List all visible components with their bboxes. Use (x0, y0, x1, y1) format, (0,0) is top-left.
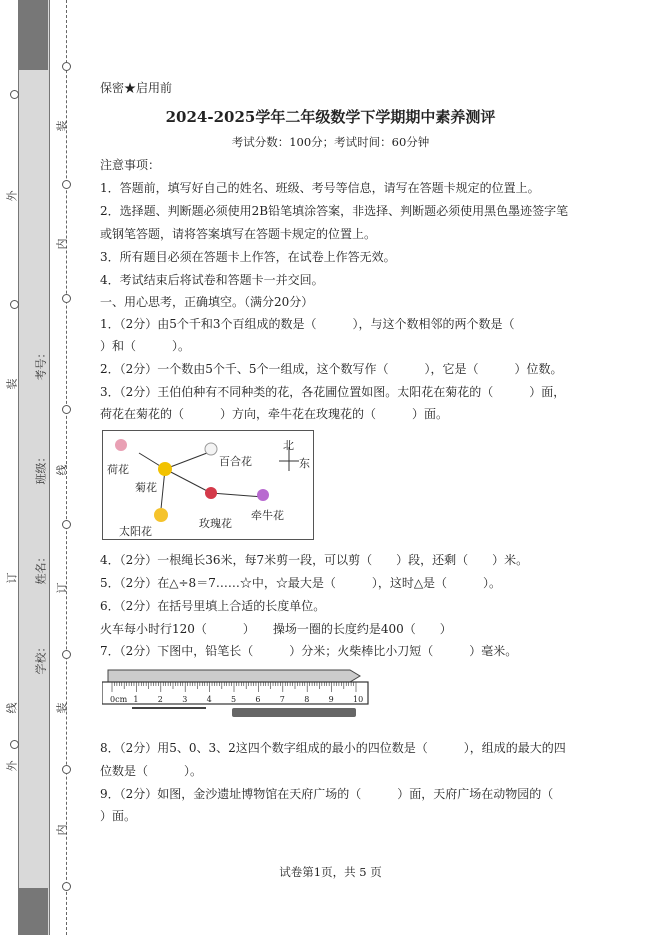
mark-ding: 订 (55, 582, 69, 594)
flower-bed-diagram (102, 430, 314, 540)
ruler-tick-label: 6 (255, 695, 261, 704)
lily-icon (205, 443, 217, 455)
mark-nei: 内 (55, 238, 69, 250)
chrysanthemum-icon (158, 462, 172, 476)
binding-hole (62, 650, 71, 659)
morning-glory-icon (257, 489, 269, 501)
outer-mark-zhuang: 装 (5, 378, 19, 390)
question-8-cont: 位数是（ ）。 (100, 764, 203, 778)
label-lotus: 荷花 (107, 463, 129, 476)
binding-hole (10, 90, 19, 99)
class-label: 班级： (34, 451, 48, 485)
note-item: 4．考试结束后将试卷和答题卡一并交回。 (100, 273, 324, 287)
ruler-tick-label: 10 (353, 695, 364, 704)
binding-hole (62, 882, 71, 891)
school-label: 学校： (34, 641, 48, 675)
question-5: 5．（2分）在△÷8＝7……☆中，☆最大是（ ），这时△是（ ）。 (100, 576, 502, 590)
section-heading: 一、用心思考，正确填空。（满分20分） (100, 295, 314, 309)
binding-hole (10, 740, 19, 749)
ruler-tick-label: 0cm (110, 695, 128, 704)
notes-heading: 注意事项： (100, 158, 161, 172)
binding-hole (62, 294, 71, 303)
compass-north: 北 (283, 439, 294, 452)
ruler-drawing (102, 668, 370, 718)
label-lily: 百合花 (219, 455, 252, 468)
ruler-figure (102, 668, 370, 718)
mark-zhuang: 装 (55, 120, 69, 132)
question-3: 3．（2分）王伯伯种有不同种类的花，各花圃位置如图。太阳花在菊花的（ ）面， (100, 385, 566, 399)
mark-zhuang-2: 装 (55, 702, 69, 714)
rose-icon (205, 487, 217, 499)
ruler-tick-label: 9 (328, 695, 334, 704)
label-sunflower: 太阳花 (119, 525, 152, 538)
question-6: 6．（2分）在括号里填上合适的长度单位。 (100, 599, 326, 613)
question-3-cont: 荷花在菊花的（ ）方向，牵牛花在玫瑰花的（ ）面。 (100, 407, 449, 421)
binding-dark-bottom (18, 888, 48, 935)
label-morning-glory: 牵牛花 (251, 509, 284, 522)
mark-nei-2: 内 (55, 824, 69, 836)
question-2: 2．（2分）一个数由5个千、5个一组成，这个数写作（ ），它是（ ）位数。 (100, 362, 563, 376)
note-item: 1．答题前，填写好自己的姓名、班级、考号等信息，请写在答题卡规定的位置上。 (100, 181, 540, 195)
name-label: 姓名： (34, 551, 48, 585)
label-rose: 玫瑰花 (199, 517, 232, 530)
question-9-cont: ）面。 (100, 809, 137, 823)
binding-hole (62, 405, 71, 414)
compass-east: 东 (299, 457, 310, 470)
pencil-icon (108, 670, 360, 682)
exam-info: 考试分数：100分；考试时间：60分钟 (231, 135, 430, 149)
outer-mark-xian: 线 (5, 702, 19, 714)
question-8: 8．（2分）用5、0、3、2这四个数字组成的最小的四位数是（ ），组成的最大的四 (100, 741, 566, 755)
question-7: 7．（2分）下图中，铅笔长（ ）分米；火柴棒比小刀短（ ）毫米。 (100, 644, 518, 658)
note-item: 或钢笔答题，请将答案填写在答题卡规定的位置上。 (100, 227, 377, 241)
binding-hole (62, 180, 71, 189)
binding-hole (62, 765, 71, 774)
ruler-tick-label: 4 (206, 695, 212, 704)
ruler-tick-label: 1 (133, 695, 139, 704)
outer-mark-ding: 订 (5, 572, 19, 584)
exam-number-label: 考号： (34, 347, 48, 381)
ruler-tick-label: 7 (279, 695, 285, 704)
sunflower-icon (154, 508, 168, 522)
question-9: 9．（2分）如图，金沙遗址博物馆在天府广场的（ ）面，天府广场在动物园的（ (100, 787, 554, 801)
binding-hole (62, 62, 71, 71)
ruler-tick-label: 2 (157, 695, 163, 704)
outer-mark-wai-2: 外 (5, 760, 19, 772)
question-1: 1．（2分）由5个千和3个百组成的数是（ ），与这个数相邻的两个数是（ (100, 317, 515, 331)
ruler-tick-label: 8 (304, 695, 310, 704)
binding-hole (10, 300, 19, 309)
secret-label: 保密★启用前 (100, 81, 173, 95)
page-footer: 试卷第1页，共 5 页 (279, 865, 382, 879)
question-4: 4．（2分）一根绳长36米，每7米剪一段，可以剪（ ）段，还剩（ ）米。 (100, 553, 529, 567)
ruler-tick-label: 3 (182, 695, 188, 704)
ruler-tick-label: 5 (231, 695, 237, 704)
question-6-cont: 火车每小时行120（ ） 操场一圈的长度约是400（ ） (100, 622, 452, 636)
lotus-icon (115, 439, 127, 451)
knife-icon (232, 708, 356, 717)
mark-xian: 线 (55, 464, 69, 476)
page-title: 2024-2025学年二年级数学下学期期中素养测评 (165, 108, 496, 126)
label-chrysanthemum: 菊花 (135, 481, 157, 494)
binding-hole (62, 520, 71, 529)
outer-mark-wai: 外 (5, 190, 19, 202)
note-item: 3．所有题目必须在答题卡上作答，在试卷上作答无效。 (100, 250, 396, 264)
binding-dark-top (18, 0, 48, 70)
question-1-cont: ）和（ ）。 (100, 339, 191, 353)
note-item: 2．选择题、判断题必须使用2B铅笔填涂答案，非选择、判断题必须使用黑色墨迹签字笔 (100, 204, 569, 218)
